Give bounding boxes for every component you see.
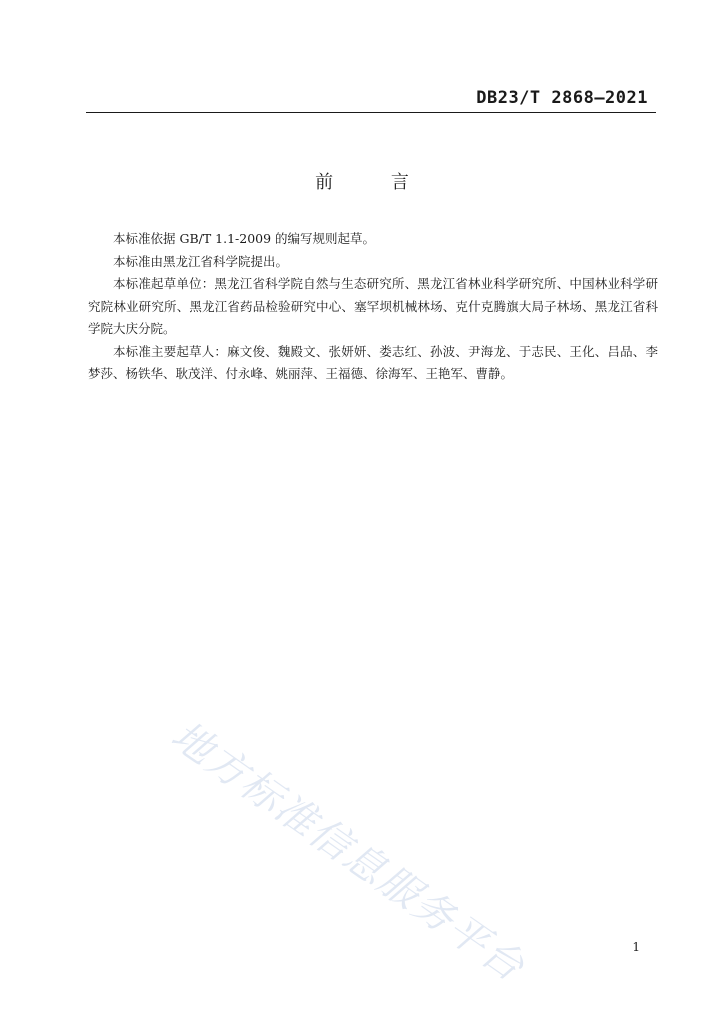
paragraph-drafting-units: 本标准起草单位：黑龙江省科学院自然与生态研究所、黑龙江省林业科学研究所、中国林业科学研究院林业研究所、黑龙江省药品检验研究中心、塞罕坝机械林场、克什克腾旗大局子林场、黑龙江省科学院大庆分院。 bbox=[88, 276, 658, 336]
paragraph-drafters: 本标准主要起草人：麻文俊、魏殿文、张妍妍、娄志红、孙波、尹海龙、于志民、王化、吕品、李梦莎、杨铁华、耿茂洋、付永峰、姚丽萍、王福德、徐海军、王艳军、曹静。 bbox=[88, 343, 658, 381]
paragraph-proposer: 本标准由黑龙江省科学院提出。 bbox=[113, 253, 289, 269]
foreword-body bbox=[88, 228, 658, 386]
page-title: 前 言 bbox=[315, 172, 435, 193]
header-rule bbox=[86, 112, 656, 113]
standard-code: DB23/T 2868—2021 bbox=[476, 88, 648, 108]
page-number: 1 bbox=[632, 940, 640, 954]
paragraph-drafting-rules: 本标准依据 GB/T 1.1-2009 的编写规则起草。 bbox=[113, 231, 376, 246]
watermark: 地方标准信息服务平台 bbox=[162, 712, 534, 992]
